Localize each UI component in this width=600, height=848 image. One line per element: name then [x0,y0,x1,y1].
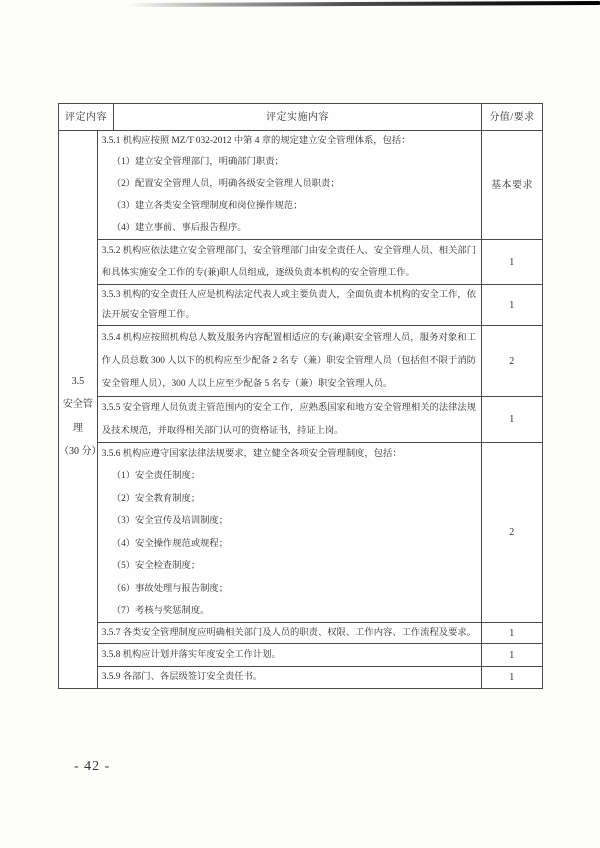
content-line: （2）安全教育制度； [111,493,201,504]
score-cell: 2 [481,326,542,396]
content-line: （1）建立安全管理部门，明确部门职责； [111,157,284,168]
content-line: （5）安全检查制度； [111,561,201,571]
content-cell [98,667,481,688]
scan-edge-artifact [128,1,600,7]
content-line: 3.5.5 安全管理人员负责主管范围内的安全工作，应熟悉国家和地方安全管理相关的法律法规及技术规范，并取得相关部门认可的资格证书，持证上岗。 [101,402,476,436]
score-cell: 1 [481,285,542,325]
table-row-356 [98,443,542,623]
content-line: （7）考核与奖惩制度。 [111,606,210,616]
category-code: 3.5 [71,375,85,387]
content-line: 3.5.4 机构应按照机构总人数及服务内容配置相适应的专(兼)职安全管理人员，服务对象和工作人员总数 300 人以下的机构应至少配备 2 名专（兼）职安全管理人员（包括但不限于消防安全管理人员），300 人以上应至少配备 5 名专（兼）职安全管理人员。 [101,332,476,389]
content-line: （2）配置安全管理人员，明确各级安全管理人员职责； [111,179,340,190]
content-line: （4）安全操作规范或规程； [111,538,229,549]
table-row-358 [98,644,542,667]
score-cell: 1 [481,644,542,666]
content-line: 3.5.6 机构应遵守国家法律法规要求，建立健全各项安全管理制度，包括： [101,448,402,459]
table-row-359 [98,667,542,688]
content-line: （4）建立事前、事后报告程序。 [111,222,247,233]
category-cell [59,131,102,688]
table-row-351 [98,131,542,240]
table-row-354 [98,326,542,397]
content-line: 3.5.8 机构应计划并落实年度安全工作计划。 [101,649,281,660]
page-number: - 42 - [74,759,111,774]
content-cell [98,443,481,622]
table-header-row [59,104,542,131]
category-label [59,370,102,464]
content-cell [98,397,481,442]
content-line: 3.5.1 机构应按照 MZ/T 032-2012 中第 4 章的规定建立安全管理体系，包括： [101,135,411,146]
table-body [59,131,542,688]
content-line: 3.5.7 各类安全管理制度应明确相关部门及人员的职责、权限、工作内容、工作流程及要求。 [101,627,476,638]
score-cell: 1 [481,667,542,688]
category-points: （30 分） [59,446,102,457]
content-line: （1）安全责任制度； [111,471,201,481]
content-line: 3.5.9 各部门、各层级签订安全责任书。 [101,672,263,682]
content-cell [98,285,481,325]
table-row-353 [98,285,542,326]
content-cell [98,326,481,396]
score-cell: 1 [481,240,542,284]
category-name: 安全管理 [62,399,93,434]
content-cell [98,623,481,643]
score-cell: 1 [481,397,542,442]
header-cell-content: 评定内容 [59,104,114,130]
content-line: 3.5.2 机构应依法建立安全管理部门，安全管理部门由安全责任人、安全管理人员、相关部门和具体实施安全工作的专(兼)职人员组成，逐级负责本机构的安全管理工作。 [101,245,476,278]
table-row-355 [98,397,542,443]
header-cell-score: 分值/要求 [481,104,542,130]
table-row-357 [98,623,542,644]
table-row-352 [98,240,542,285]
content-line: （3）建立各类安全管理制度和岗位操作规范； [111,200,303,211]
table-rows [98,131,542,688]
content-line: （3）安全宣传及培训制度； [111,516,229,526]
header-cell-implementation: 评定实施内容 [266,111,329,123]
score-cell: 1 [481,623,542,643]
score-cell: 基本要求 [481,131,542,239]
content-cell [98,644,481,666]
content-cell [98,240,481,284]
score-cell: 2 [481,443,542,622]
assessment-table [58,103,543,689]
content-cell [98,131,481,239]
content-line: 3.5.3 机构的安全责任人应是机构法定代表人或主要负责人，全面负责本机构的安全工作，依法开展安全管理工作。 [101,289,476,320]
content-line: （6）事故处理与报告制度； [111,583,229,594]
